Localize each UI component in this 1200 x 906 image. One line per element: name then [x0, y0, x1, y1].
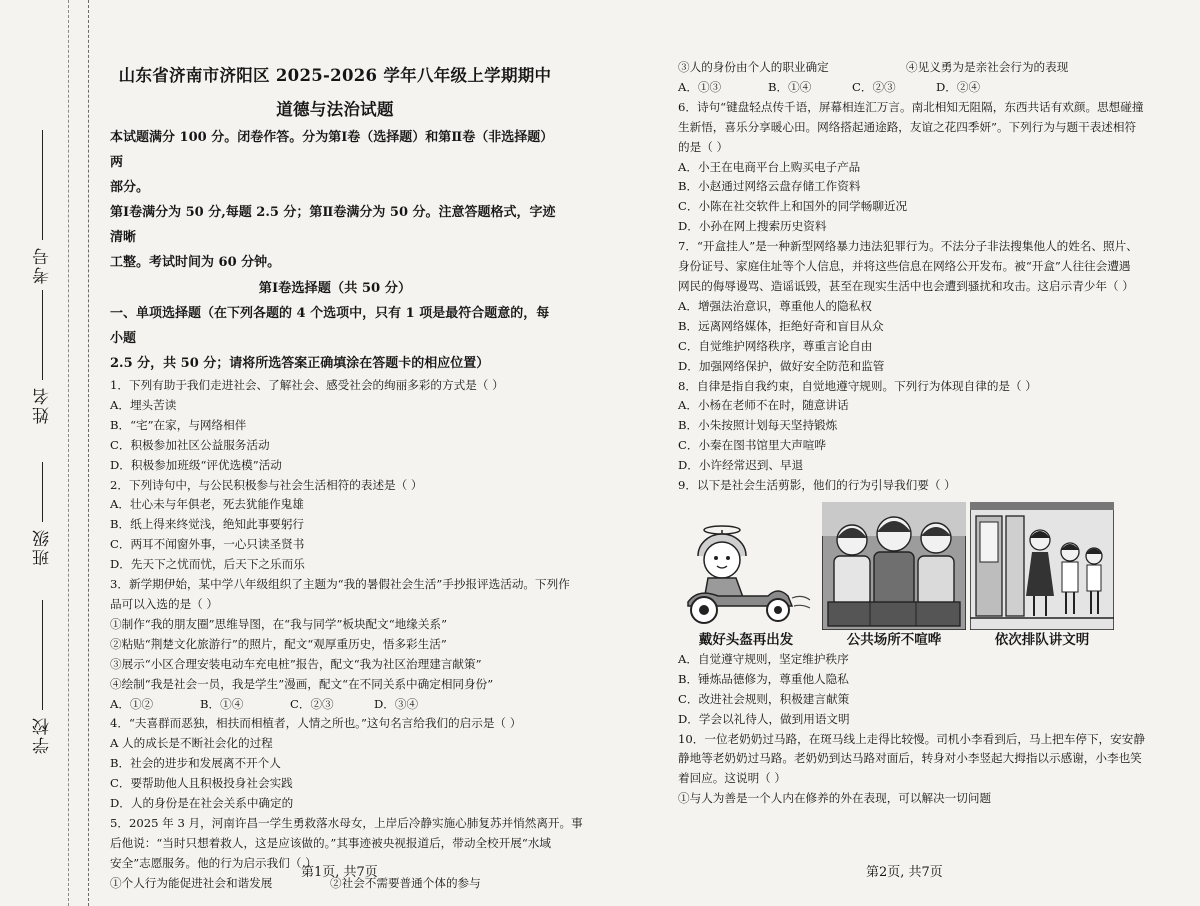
- comic-panel-queue: [970, 502, 1114, 650]
- statement-item: ①个人行为能促进社会和谐发展: [110, 875, 273, 890]
- comic-panel-quiet: [822, 502, 966, 650]
- comic-panel-helmet: [674, 502, 818, 650]
- queue-boarding-illustration: [970, 502, 1114, 630]
- name-field[interactable]: [22, 290, 62, 424]
- answer-option[interactable]: B．社会的进步和发展离不开个人: [110, 756, 281, 771]
- name-blank[interactable]: [42, 290, 43, 380]
- answer-option[interactable]: D．②④: [936, 79, 981, 94]
- comic-caption: 依次排队讲文明: [994, 631, 1090, 648]
- school-field[interactable]: [22, 600, 62, 754]
- page-1: [110, 64, 583, 894]
- page-number-footer: 第1页, 共7页: [301, 865, 378, 880]
- question-stem: 网民的侮辱谩骂、造谣诋毁，甚至在现实生活中也会遭到骚扰和攻击。这启示青少年（ ）: [678, 278, 1134, 293]
- answer-options-row: [110, 695, 560, 715]
- statement-item: ④见义勇为是亲社会行为的表现: [906, 60, 1069, 74]
- question-stem: 9．以下是社会生活剪影，他们的行为引导我们要（ ）: [678, 478, 956, 493]
- answer-option[interactable]: A．埋头苦读: [110, 397, 177, 412]
- answer-option[interactable]: B．远离网络媒体，拒绝好奇和盲目从众: [678, 318, 884, 333]
- question-7: [678, 237, 1138, 376]
- answer-option[interactable]: C．②③: [290, 696, 334, 711]
- answer-option[interactable]: C．小陈在社交软件上和国外的同学畅聊近况: [678, 199, 908, 214]
- question-3: [110, 575, 570, 714]
- answer-option[interactable]: D．小孙在网上搜索历史资料: [678, 219, 827, 234]
- question-stem: 后他说：“当时只想着救人，这是应该做的。”其事迹被央视报道后，带动全校开展“水域: [110, 835, 551, 850]
- answer-option[interactable]: C．②③: [852, 79, 896, 94]
- answer-option[interactable]: C．两耳不闻窗外事，一心只读圣贤书: [110, 537, 305, 552]
- answer-option[interactable]: A 人的成长是不断社会化的过程: [110, 736, 273, 751]
- question-stem: 安全”志愿服务。他的行为启示我们（ ）: [110, 855, 317, 870]
- answer-option[interactable]: D．小许经常迟到、早退: [678, 458, 804, 473]
- answer-option[interactable]: B．纸上得来终觉浅，绝知此事要躬行: [110, 517, 305, 532]
- section-heading: 第Ⅰ卷选择题（共 50 分）: [258, 281, 412, 296]
- page-number-footer: 第2页, 共7页: [866, 865, 943, 880]
- answer-option[interactable]: B．“宅”在家，与网络相伴: [110, 417, 247, 432]
- statement-item: ①与人为善是一个人内在修养的外在表现，可以解决一切问题: [678, 791, 992, 806]
- question-9: [678, 476, 1116, 730]
- answer-option[interactable]: D．人的身份是在社会关系中确定的: [110, 796, 294, 811]
- answer-option[interactable]: A．增强法治意识，尊重他人的隐私权: [678, 298, 872, 313]
- answer-option[interactable]: A．小王在电商平台上购买电子产品: [678, 159, 861, 174]
- question-8: [678, 377, 1116, 477]
- question-stem: 10．一位老奶奶过马路，在斑马线上走得比较慢。司机小李看到后，马上把车停下，安安静: [678, 731, 1145, 746]
- answer-option[interactable]: B．小赵通过网络云盘存储工作资料: [678, 179, 861, 194]
- comic-strip: [674, 502, 1116, 650]
- question-stem: 4．“夫喜群而恶独，相扶而相植者，人情之所也。”这句名言给我们的启示是（ ）: [110, 716, 522, 731]
- question-stem: 8．自律是指自我约束，自觉地遵守规则。下列行为体现自律的是（ ）: [678, 378, 1037, 393]
- answer-option[interactable]: D．加强网络保护，做好安全防范和监管: [678, 358, 885, 373]
- statement-item: ②粘贴“荆楚文化旅游行”的照片，配文“观厚重历史，悟多彩生活”: [110, 636, 447, 651]
- instructions-line: 第Ⅰ卷满分为 50 分,每题 2.5 分；第Ⅱ卷满分为 50 分。注意答题格式，字迹清晰: [110, 205, 556, 245]
- question-4: [110, 714, 560, 814]
- answer-option[interactable]: C．自觉维护网络秩序，尊重言论自由: [678, 338, 873, 353]
- question-1: [110, 376, 560, 476]
- question-6: [678, 98, 1144, 237]
- exam-number-field[interactable]: [22, 130, 62, 284]
- question-stem: 3．新学期伊始，某中学八年级组织了主题为“我的暑假社会生活”手抄报评选活动。下列作: [110, 577, 570, 592]
- statement-item: ①制作“我的朋友圈”思维导图，在“我与同学”板块配文“地缘关系”: [110, 616, 448, 631]
- answer-option[interactable]: C．积极参加社区公益服务活动: [110, 437, 270, 452]
- class-field[interactable]: [22, 462, 62, 566]
- answer-options-row: [678, 78, 1116, 98]
- comic-caption: 戴好头盔再出发: [698, 631, 794, 648]
- answer-option[interactable]: C．要帮助他人且积极投身社会实践: [110, 776, 293, 791]
- statement-item: ④绘制“我是社会一员，我是学生”漫画，配文“在不同关系中确定相同身份”: [110, 676, 494, 691]
- answer-option[interactable]: B．①④: [200, 696, 244, 711]
- helmet-rider-illustration: [674, 502, 818, 630]
- instructions-line: 部分。: [110, 180, 150, 195]
- question-stem: 的是（ ）: [678, 139, 729, 154]
- answer-option[interactable]: A．自觉遵守规则，坚定维护秩序: [678, 651, 849, 666]
- part-heading: 2.5 分，共 50 分；请将所选答案正确填涂在答题卡的相应位置）: [110, 356, 490, 371]
- question-stem: 6．诗句“键盘轻点传千语，屏幕相连汇万言。南北相知无阻隔，东西共话有欢颜。思想碰撞: [678, 99, 1144, 114]
- instructions-line: 工整。考试时间为 60 分钟。: [110, 255, 281, 270]
- statement-item: ②社会不需要普通个体的参与: [330, 875, 481, 890]
- instructions-line: 本试题满分 100 分。闭卷作答。分为第Ⅰ卷（选择题）和第Ⅱ卷（非选择题）两: [110, 130, 554, 170]
- question-2: [110, 476, 560, 576]
- statement-item: ③展示“小区合理安装电动车充电桩”报告，配文“我为社区治理建言献策”: [110, 656, 482, 671]
- answer-option[interactable]: A．小杨在老师不在时，随意讲话: [678, 398, 849, 413]
- answer-option[interactable]: B．锤炼品德修为，尊重他人隐私: [678, 671, 849, 686]
- quiet-audience-illustration: [822, 502, 966, 630]
- answer-option[interactable]: A．壮心未与年俱老，死去犹能作鬼雄: [110, 497, 304, 512]
- exam-title: 山东省济南市济阳区 2025-2026 学年八年级上学期期中: [118, 66, 552, 85]
- comic-caption: 公共场所不喧哗: [846, 631, 942, 648]
- question-stem: 1．下列有助于我们走进社会、了解社会、感受社会的绚丽多彩的方式是（ ）: [110, 378, 504, 392]
- question-stem: 着回应。这说明（ ）: [678, 771, 787, 786]
- answer-option[interactable]: A．①②: [110, 696, 154, 711]
- question-10: [678, 730, 1145, 810]
- question-5: [110, 814, 583, 894]
- question-stem: 生新悟，喜乐分享暖心田。网络搭起通途路，友谊之花四季妍”。下列行为与题干表述相符: [678, 119, 1137, 134]
- question-stem: 7．“开盒挂人”是一种新型网络暴力违法犯罪行为。不法分子非法搜集他人的姓名、照片、: [678, 239, 1138, 254]
- class-label: 班级: [32, 528, 53, 566]
- answer-option[interactable]: C．小秦在图书馆里大声喧哗: [678, 438, 826, 453]
- page-2: [678, 58, 1145, 809]
- exam-subject-title: 道德与法治试题: [276, 100, 394, 119]
- part-heading: 一、单项选择题（在下列各题的 4 个选项中，只有 1 项是最符合题意的，每小题: [110, 306, 550, 346]
- name-label: 姓名: [32, 386, 53, 424]
- exam-number-blank[interactable]: [42, 130, 43, 240]
- school-blank[interactable]: [42, 600, 43, 710]
- answer-option[interactable]: D．学会以礼待人，做到用语文明: [678, 711, 850, 726]
- answer-option[interactable]: A．①③: [678, 79, 722, 94]
- answer-option[interactable]: D．先天下之忧而忧，后天下之乐而乐: [110, 557, 305, 572]
- statement-item: ③人的身份由个人的职业确定: [678, 60, 829, 74]
- question-stem: 身份证号、家庭住址等个人信息，并将这些信息在网络公开发布。被“开盒”人往往会遭遇: [678, 259, 1131, 274]
- answer-option[interactable]: D．积极参加班级“评优选模”活动: [110, 457, 282, 472]
- class-blank[interactable]: [42, 462, 43, 522]
- statement-items-row: [678, 58, 1116, 78]
- exam-number-label: 考号: [32, 246, 53, 284]
- answer-option[interactable]: D．③④: [374, 696, 419, 711]
- question-stem: 静地等老奶奶过马路。老奶奶到达马路对面后，转身对小李竖起大拇指以示感谢，小李也笑: [678, 751, 1142, 766]
- answer-option[interactable]: B．小朱按照计划每天坚持锻炼: [678, 418, 838, 433]
- answer-option[interactable]: B．①④: [768, 79, 812, 94]
- question-stem: 2．下列诗句中，与公民积极参与社会生活相符的表述是（ ）: [110, 477, 423, 492]
- question-stem: 5．2025 年 3 月，河南许昌一学生勇救落水母女，上岸后冷静实施心肺复苏并悄然离开。事: [110, 815, 583, 830]
- school-label: 学校: [32, 716, 53, 754]
- question-stem: 品可以入选的是（ ）: [110, 596, 219, 611]
- answer-option[interactable]: C．改进社会规则，积极建言献策: [678, 691, 850, 706]
- binding-cut-line: [68, 0, 69, 906]
